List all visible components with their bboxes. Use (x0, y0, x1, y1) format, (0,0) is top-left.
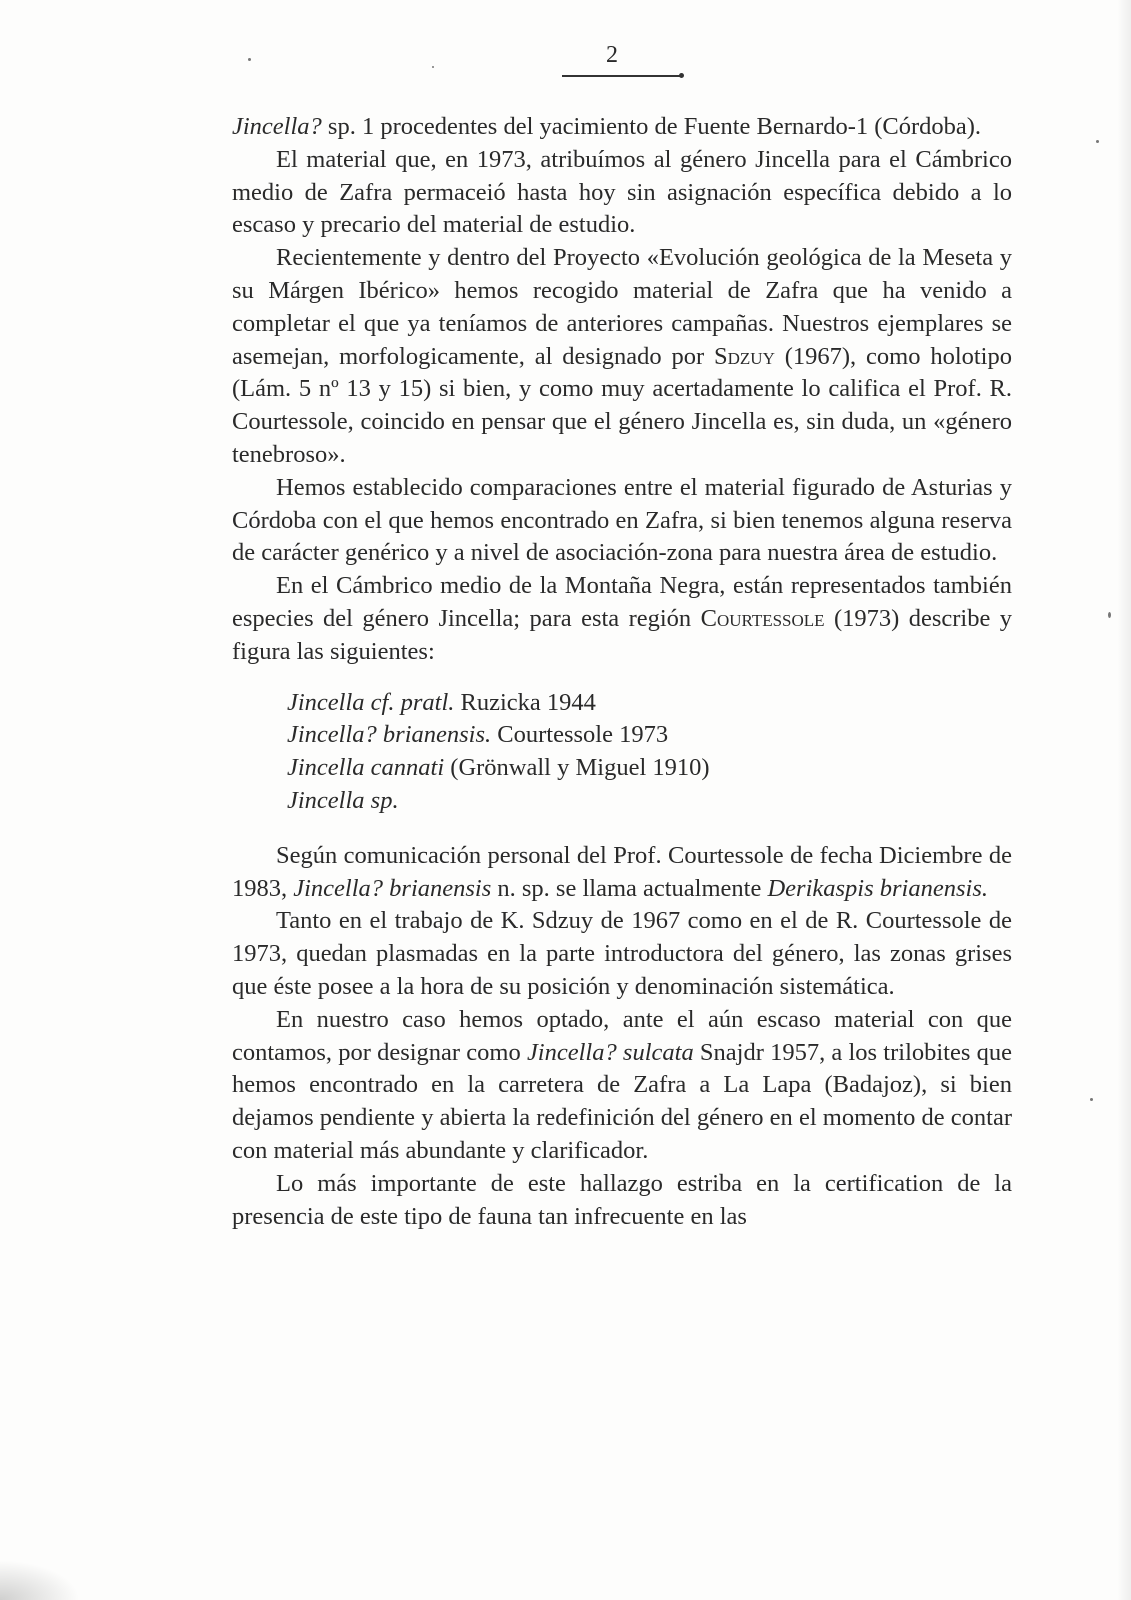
paragraph-4: Hemos establecido comparaciones entre el material figurado de Asturias y Córdoba con el que hemos encontrado en Zafra, si bien tenemos alguna reserva de carácter genérico y a nivel de asociación-zona para nuestra área de estudio. (232, 473, 1012, 567)
paragraph-text: En el Cámbrico medio de la Montaña Negra, están representados también especies del género Jincella; para esta región (232, 572, 1012, 632)
paragraph-7: Tanto en el trabajo de K. Sdzuy de 1967 como en el de R. Courtessole de 1973, quedan plasmadas en la parte introductora del género, las zonas grises que éste posee a la hora de su posición y denominación sistemática. (232, 907, 1012, 1000)
species-name: Jincella sp. (287, 786, 399, 814)
paragraph-text: Snajdr 1957, a los trilobites que hemos encontrado en la carretera de Zafra a La Lapa (Badajoz), si bien dejamos pendiente y abierta la redefinición del género en el momento de contar con material más abundante y clarificador. (232, 1038, 1012, 1164)
species-name: Jincella? brianensis (293, 874, 492, 902)
paragraph-text: n. sp. se llama actualmente (491, 874, 768, 902)
author-name: Courtessole (700, 604, 825, 632)
genus-name: Jincella? (232, 113, 322, 140)
scan-speck (1090, 1098, 1093, 1101)
scan-speck (1096, 140, 1099, 143)
species-name: Jincella cannati (287, 754, 445, 782)
page-number-rule (562, 75, 680, 77)
paragraph-6 (232, 840, 1012, 906)
species-name: Jincella? brianensis. (287, 721, 492, 749)
paragraph-text: (1967), como holotipo (Lám. 5 nº 13 y 15) si bien, y como muy acertadamente lo califica el Prof. R. Courtessole, coincido en pensar que el género Jincella es, sin duda, un «género tenebroso». (232, 342, 1012, 468)
species-name: Jincella? sulcata (526, 1038, 694, 1066)
species-list (287, 687, 1012, 818)
paragraph-text: sp. 1 procedentes del yacimiento de Fuente Bernardo-1 (Córdoba). (321, 113, 982, 140)
paragraph-1 (232, 111, 1012, 144)
paragraph-9: Lo más importante de este hallazgo estriba en la certification de la presencia de este tipo de fauna tan infrecuente en las (232, 1169, 1012, 1230)
species-author: Courtessole 1973 (491, 721, 669, 749)
scan-speck (1108, 612, 1111, 618)
species-author: (Grönwall y Miguel 1910) (444, 754, 710, 782)
paragraph-5 (232, 570, 1012, 668)
body-text (232, 111, 1012, 1233)
species-item (287, 752, 1012, 785)
scan-speck (432, 66, 434, 68)
species-author: Ruzicka 1944 (454, 688, 596, 716)
paragraph-3 (232, 242, 1012, 472)
species-item (287, 687, 1012, 720)
scan-speck (248, 58, 251, 61)
species-item (287, 785, 1012, 818)
paragraph-text: (1973) describe y figura las siguientes: (232, 604, 1012, 665)
paragraph-2: El material que, en 1973, atribuímos al género Jincella para el Cámbrico medio de Zafra permaceió hasta hoy sin asignación específica debido a lo escaso y precario del material de estudio. (232, 145, 1012, 239)
paragraph-text: Según comunicación personal del Prof. Courtessole de fecha Diciembre de 1983, (232, 841, 1012, 902)
scan-edge-shadow (1117, 0, 1131, 1600)
species-item (287, 719, 1012, 752)
species-name: Derikaspis brianensis. (767, 874, 988, 902)
page-number: 2 (606, 42, 618, 68)
author-name: Sdzuy (714, 342, 775, 370)
species-name: Jincella cf. pratl. (287, 688, 455, 716)
paragraph-text: En nuestro caso hemos optado, ante el aún escaso material con que contamos, por designar como (232, 1005, 1012, 1066)
paragraph-8 (232, 1004, 1012, 1168)
paragraph-text: Recientemente y dentro del Proyecto «Evolución geológica de la Meseta y su Márgen Ibérico» hemos recogido material de Zafra que ha venido a completar el que ya teníamos de anteriores campañas. Nuestros ejemplares se asemejan, morfologicamente, al designado por (232, 244, 1012, 370)
scan-smudge (0, 1560, 80, 1600)
